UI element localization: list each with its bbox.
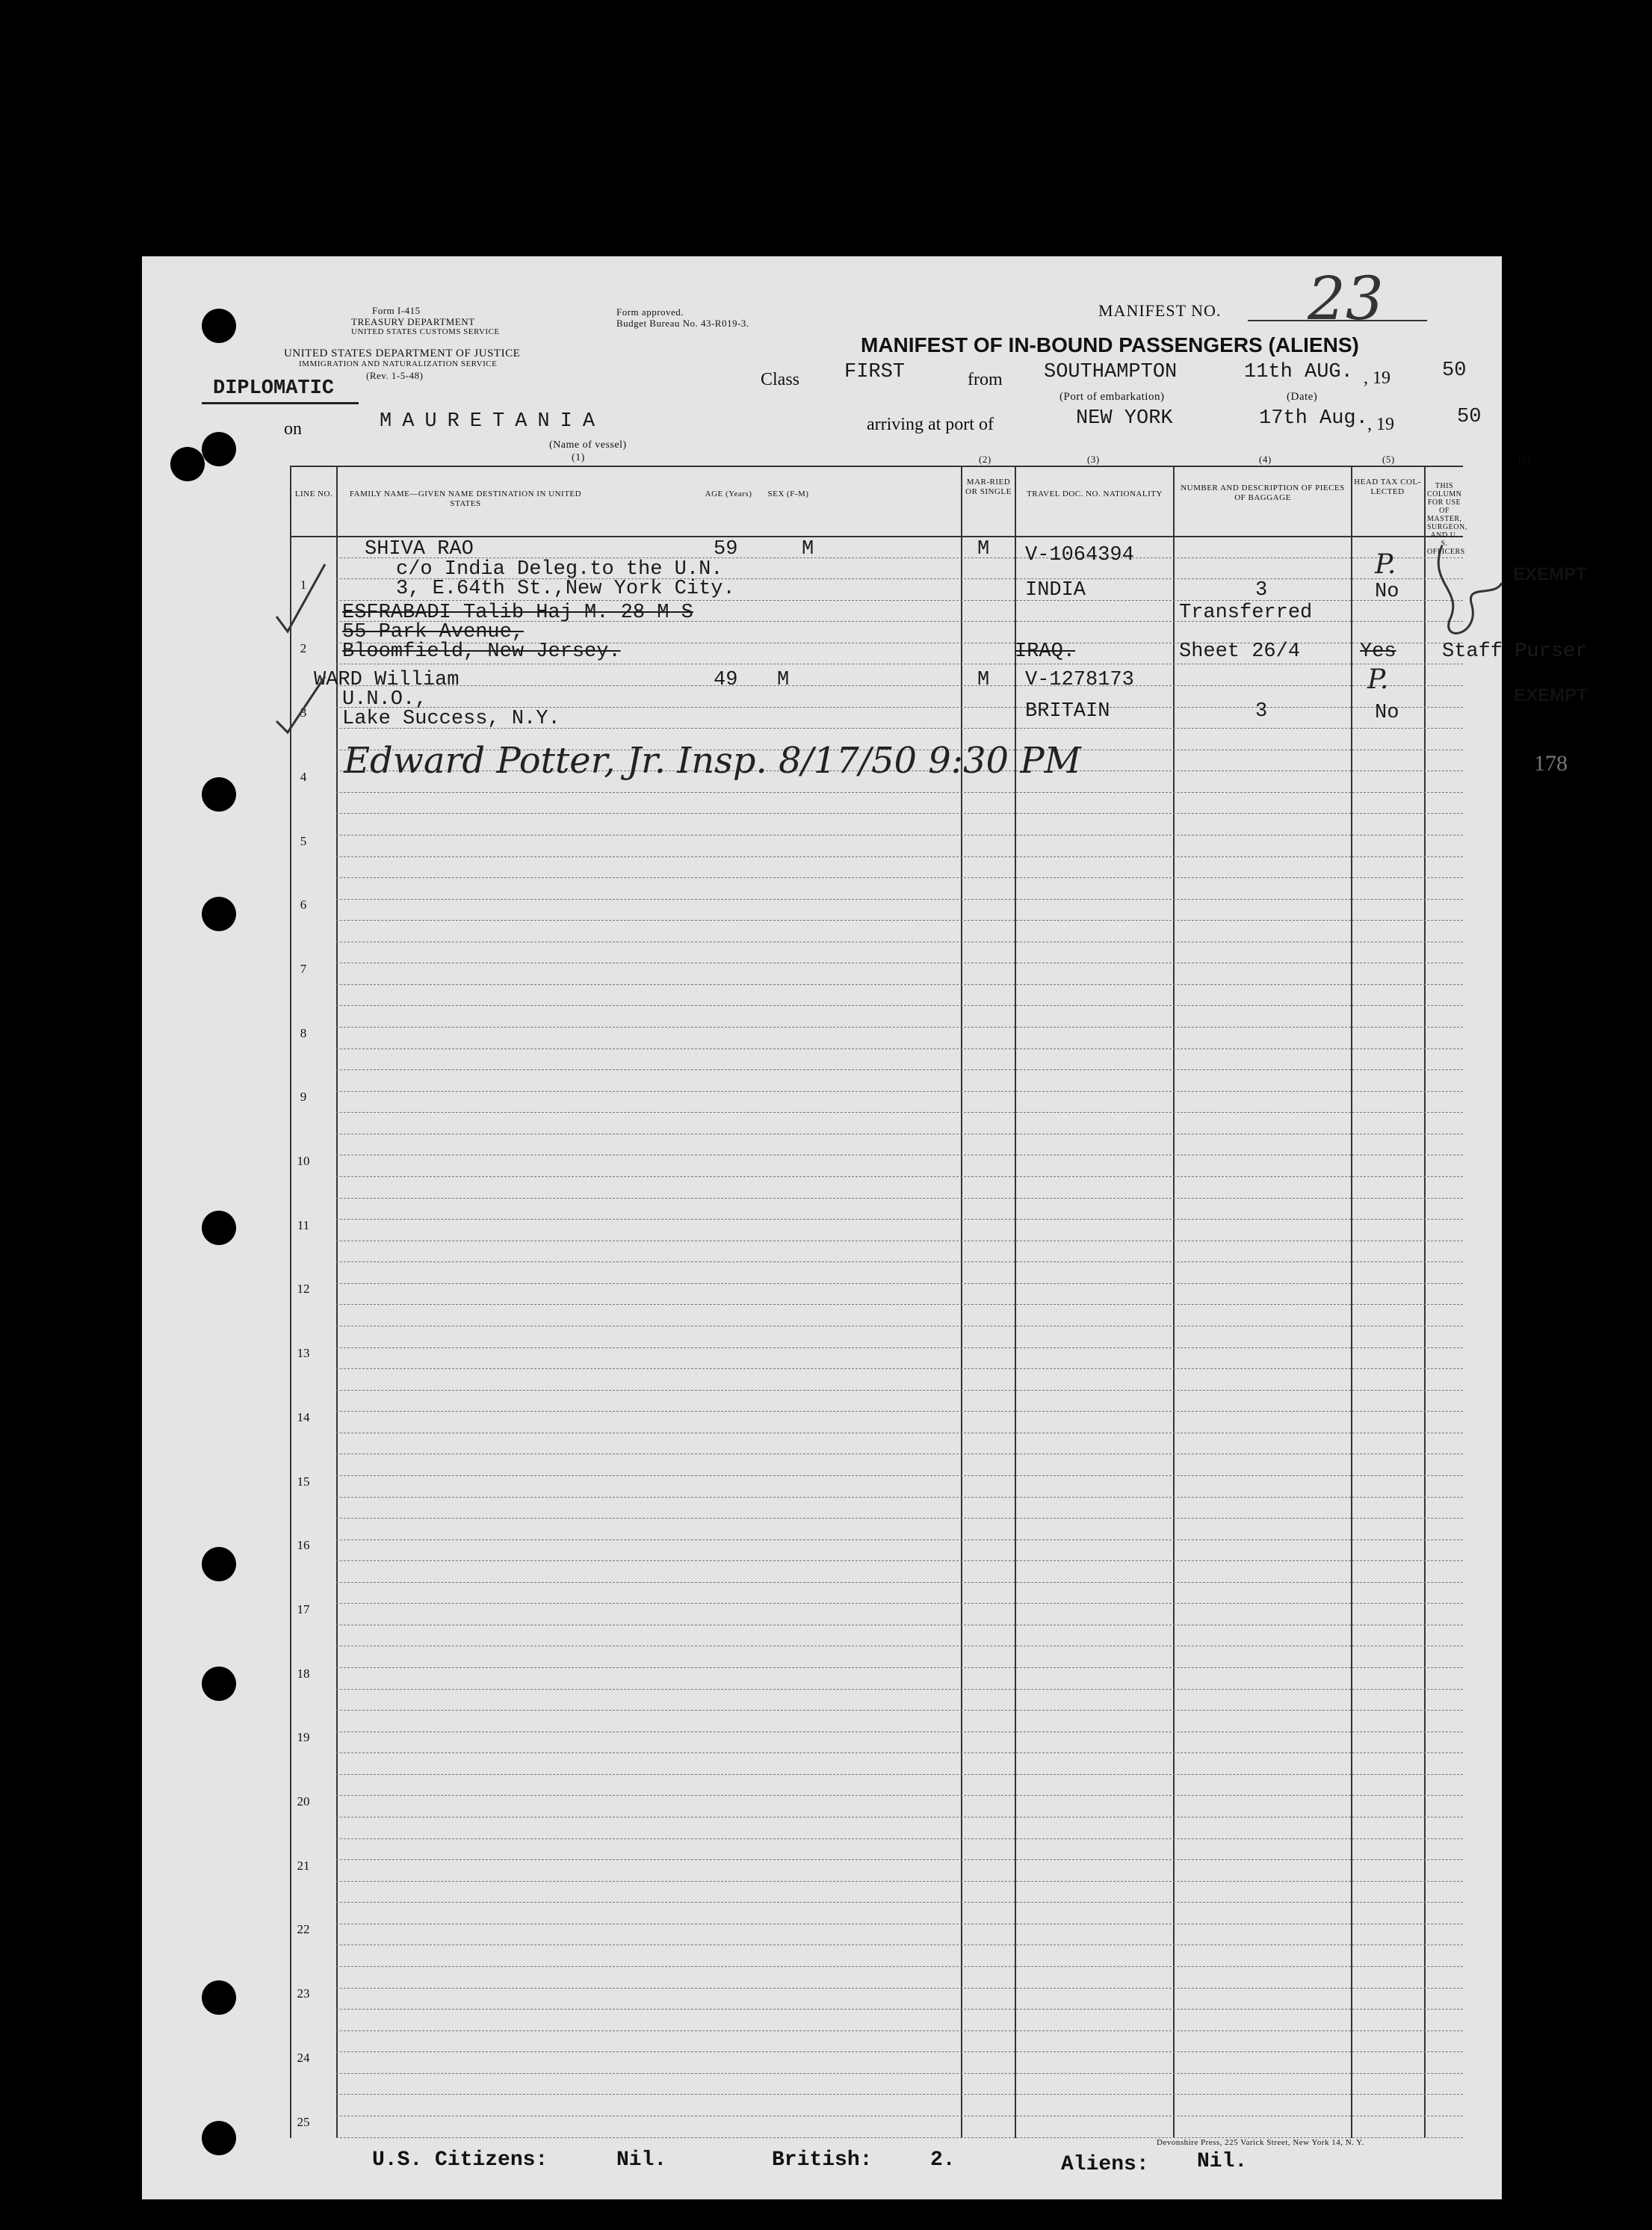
line-number: 17 <box>297 1602 310 1616</box>
line-number: 11 <box>297 1217 310 1232</box>
header-head-tax: HEAD TAX COL-LECTED <box>1354 478 1421 496</box>
ruled-line <box>336 877 1463 878</box>
binder-hole <box>202 1980 236 2015</box>
revision-label: (Rev. 1-5-48) <box>366 370 424 381</box>
departure-date: 11th AUG. <box>1244 361 1353 383</box>
column-number-2: (2) <box>979 454 991 465</box>
passenger-table <box>290 454 1588 2138</box>
ruled-line <box>336 1112 1463 1113</box>
line-number: 20 <box>297 1794 310 1809</box>
header-line-no: LINE NO. <box>294 489 333 498</box>
line-number: 3 <box>300 705 307 720</box>
year-1: 50 <box>1442 359 1467 382</box>
justice-label: UNITED STATES DEPARTMENT OF JUSTICE <box>284 348 521 359</box>
ruled-line <box>336 1838 1463 1839</box>
passenger-1-doc: V-1064394 <box>1025 544 1134 566</box>
ruled-line <box>336 2094 1463 2095</box>
ruled-line <box>336 835 1463 836</box>
on-label: on <box>284 419 302 439</box>
passenger-3-bags: 3 <box>1255 700 1268 723</box>
binder-hole <box>202 432 236 466</box>
passenger-3-sex: M <box>777 669 790 691</box>
line-number: 7 <box>300 961 307 976</box>
arriving-label: arriving at port of <box>867 415 994 434</box>
passenger-1-tax-mark: P. <box>1375 549 1396 580</box>
ruled-line <box>336 1091 1463 1092</box>
passenger-2-tax: Yes <box>1360 640 1396 663</box>
line-number: 6 <box>300 898 307 912</box>
from-label: from <box>968 370 1003 389</box>
ruled-line <box>336 1689 1463 1690</box>
aliens-label: Aliens: <box>1061 2153 1149 2176</box>
class-label: Class <box>761 370 800 389</box>
line-number: 12 <box>297 1282 310 1297</box>
arriving-port: NEW YORK <box>1076 407 1173 430</box>
vessel-column-number: (1) <box>572 452 585 463</box>
binder-hole <box>202 2121 236 2155</box>
count-stamp: 178 <box>1534 751 1568 776</box>
diplomatic-underline <box>202 402 359 404</box>
class-value: FIRST <box>844 361 906 383</box>
line-number: 4 <box>300 769 307 784</box>
customs-label: UNITED STATES CUSTOMS SERVICE <box>351 327 500 336</box>
ruled-line <box>336 1752 1463 1753</box>
passenger-1-tax: No <box>1375 581 1399 603</box>
ruled-line <box>336 1539 1463 1540</box>
year-prefix-2: , 19 <box>1367 415 1394 434</box>
column-divider <box>1424 467 1426 2138</box>
ruled-line <box>336 1261 1463 1262</box>
column-divider <box>961 467 962 2138</box>
us-citizens-value: Nil. <box>616 2149 667 2172</box>
ruled-line <box>336 1475 1463 1476</box>
column-divider <box>1351 467 1352 2138</box>
passenger-1-address-2: 3, E.64th St.,New York City. <box>396 578 735 600</box>
treasury-label: TREASURY DEPARTMENT <box>351 316 475 327</box>
binder-hole <box>202 777 236 812</box>
passenger-3-address-2: Lake Success, N.Y. <box>342 708 560 730</box>
ruled-line <box>336 1582 1463 1583</box>
ruled-line <box>336 1667 1463 1668</box>
ruled-line <box>336 920 1463 921</box>
header-travel-doc: TRAVEL DOC. NO. NATIONALITY <box>1027 489 1163 498</box>
manifest-number: 23 <box>1308 264 1384 333</box>
passenger-2-officer: Staff Purser <box>1442 640 1588 663</box>
manifest-no-label: MANIFEST NO. <box>1098 301 1222 320</box>
ruled-line <box>336 2009 1463 2010</box>
passenger-1-sex: M <box>802 538 814 560</box>
passenger-3-exempt: EXEMPT <box>1514 685 1588 705</box>
vessel-name: MAURETANIA <box>380 410 606 433</box>
ruled-line <box>336 1603 1463 1604</box>
column-number-6: (6) <box>1518 454 1531 465</box>
passenger-2-bags-1: Transferred <box>1179 602 1313 624</box>
passenger-3-age: 49 <box>714 669 738 691</box>
binder-hole <box>202 1667 236 1701</box>
ruled-line <box>336 1069 1463 1070</box>
column-number-5: (5) <box>1382 454 1395 465</box>
header-sex: SEX (F-M) <box>767 489 809 498</box>
ruled-line <box>336 856 1463 857</box>
ruled-line <box>336 2073 1463 2074</box>
passenger-1-nationality: INDIA <box>1025 579 1086 602</box>
ruled-line <box>336 1176 1463 1177</box>
line-number: 8 <box>300 1025 307 1040</box>
ruled-line <box>336 1304 1463 1305</box>
vessel-caption: (Name of vessel) <box>549 439 627 451</box>
us-citizens-label: U.S. Citizens: <box>372 2149 548 2172</box>
passenger-1-exempt: EXEMPT <box>1513 564 1587 584</box>
ruled-line <box>336 1881 1463 1882</box>
ruled-line <box>336 1710 1463 1711</box>
ruled-line <box>336 1497 1463 1498</box>
binder-hole <box>202 1547 236 1581</box>
passenger-2-bags-2: Sheet 26/4 <box>1179 640 1301 663</box>
ruled-line <box>336 813 1463 814</box>
inspector-signature: Edward Potter, Jr. Insp. 8/17/50 9:30 PM <box>344 740 1081 782</box>
form-number: Form I-415 <box>372 305 421 316</box>
ruled-line <box>336 1560 1463 1561</box>
year-prefix-1: , 19 <box>1364 368 1390 388</box>
from-value: SOUTHAMPTON <box>1044 361 1178 383</box>
line-number: 24 <box>297 2050 310 2065</box>
binder-hole <box>202 897 236 931</box>
passenger-3-doc: V-1278173 <box>1025 669 1134 691</box>
header-baggage: NUMBER AND DESCRIPTION OF PIECES OF BAGGAGE <box>1181 484 1345 502</box>
line-number: 2 <box>300 641 307 656</box>
column-divider <box>1173 467 1175 2138</box>
ruled-line <box>336 1411 1463 1412</box>
binder-hole <box>202 1211 236 1245</box>
ins-label: IMMIGRATION AND NATURALIZATION SERVICE <box>299 359 498 368</box>
ruled-line <box>336 1283 1463 1284</box>
passenger-3-name: WARD William <box>314 669 460 691</box>
line-number: 16 <box>297 1538 310 1553</box>
ruled-line <box>336 1219 1463 1220</box>
diplomatic-stamp: DIPLOMATIC <box>213 377 335 400</box>
column-number-3: (3) <box>1087 454 1100 465</box>
ruled-line <box>336 899 1463 900</box>
aliens-value: Nil. <box>1197 2150 1248 2173</box>
year-2: 50 <box>1457 406 1482 428</box>
ruled-line <box>336 2030 1463 2031</box>
passenger-3-address-1: U.N.O., <box>342 688 427 711</box>
check-marks <box>269 557 329 736</box>
ruled-line <box>336 2051 1463 2052</box>
passenger-1-name: SHIVA RAO <box>365 538 474 560</box>
manifest-page <box>142 256 1588 2199</box>
binder-hole <box>202 309 236 343</box>
passenger-2-address-2: Bloomfield, New Jersey. <box>342 640 621 663</box>
line-number: 18 <box>297 1666 310 1681</box>
ruled-line <box>336 685 1463 686</box>
date-caption: (Date) <box>1287 391 1318 403</box>
line-number: 19 <box>297 1730 310 1745</box>
column-divider <box>336 467 338 2138</box>
printer-credit: Devonshire Press, 225 Varick Street, New York 14, N. Y. <box>1157 2138 1364 2147</box>
header-married: MAR-RIED OR SINGLE <box>965 478 1012 496</box>
ruled-line <box>336 1966 1463 1967</box>
passenger-2-address-1: 55 Park Avenue, <box>342 621 525 643</box>
ruled-line <box>336 1347 1463 1348</box>
british-label: British: <box>772 2149 873 2172</box>
ruled-line <box>336 1988 1463 1989</box>
ruled-line <box>336 1795 1463 1796</box>
passenger-3-married: M <box>977 669 990 691</box>
passenger-2-nationality: IRAQ. <box>1015 640 1076 663</box>
ruled-line <box>336 1368 1463 1369</box>
line-number: 21 <box>297 1858 310 1873</box>
line-number: 10 <box>297 1154 310 1168</box>
line-number: 14 <box>297 1409 310 1424</box>
line-number: 9 <box>300 1090 307 1105</box>
header-officers: THIS COLUMN FOR USE OF MASTER, SURGEON, AND U. S. OFFICERS <box>1427 482 1467 556</box>
ruled-line <box>336 1198 1463 1199</box>
line-number: 1 <box>300 577 307 592</box>
ruled-line <box>336 984 1463 985</box>
ruled-line <box>336 1048 1463 1049</box>
binder-hole <box>170 447 205 481</box>
ruled-line <box>336 1027 1463 1028</box>
header-name: FAMILY NAME—GIVEN NAME DESTINATION IN UNITED STATES <box>349 489 582 508</box>
line-number: 5 <box>300 833 307 848</box>
passenger-1-address-1: c/o India Deleg.to the U.N. <box>396 558 723 581</box>
line-number: 13 <box>297 1346 310 1361</box>
header-age: AGE (Years) <box>705 489 752 498</box>
budget-label: Budget Bureau No. 43-R019-3. <box>616 318 749 329</box>
ruled-line <box>336 1005 1463 1006</box>
ruled-line <box>336 1859 1463 1860</box>
ruled-line <box>336 792 1463 793</box>
passenger-3-tax: No <box>1375 702 1399 724</box>
line-number: 22 <box>297 1922 310 1937</box>
column-divider <box>1015 467 1016 2138</box>
line-number: 25 <box>297 2114 310 2129</box>
approved-label: Form approved. <box>616 306 684 318</box>
ruled-line <box>336 1390 1463 1391</box>
passenger-3-nationality: BRITAIN <box>1025 700 1110 723</box>
arrival-date: 17th Aug. <box>1259 407 1368 430</box>
british-value: 2. <box>930 2149 956 2172</box>
column-number-4: (4) <box>1259 454 1272 465</box>
passenger-1-bags: 3 <box>1255 579 1268 602</box>
ruled-line <box>336 1902 1463 1903</box>
passenger-3-tax-mark: P. <box>1367 664 1389 695</box>
ruled-line <box>336 1774 1463 1775</box>
passenger-2-name: ESFRABADI Talib Haj M. 28 M S <box>342 602 693 624</box>
port-caption: (Port of embarkation) <box>1059 391 1165 403</box>
ruled-line <box>336 1518 1463 1519</box>
line-number: 23 <box>297 1986 310 2001</box>
passenger-1-age: 59 <box>714 538 738 560</box>
line-number: 15 <box>297 1474 310 1489</box>
passenger-1-married: M <box>977 538 990 560</box>
manifest-title: MANIFEST OF IN-BOUND PASSENGERS (ALIENS) <box>861 333 1359 356</box>
officer-initials-scribble <box>1420 538 1509 650</box>
